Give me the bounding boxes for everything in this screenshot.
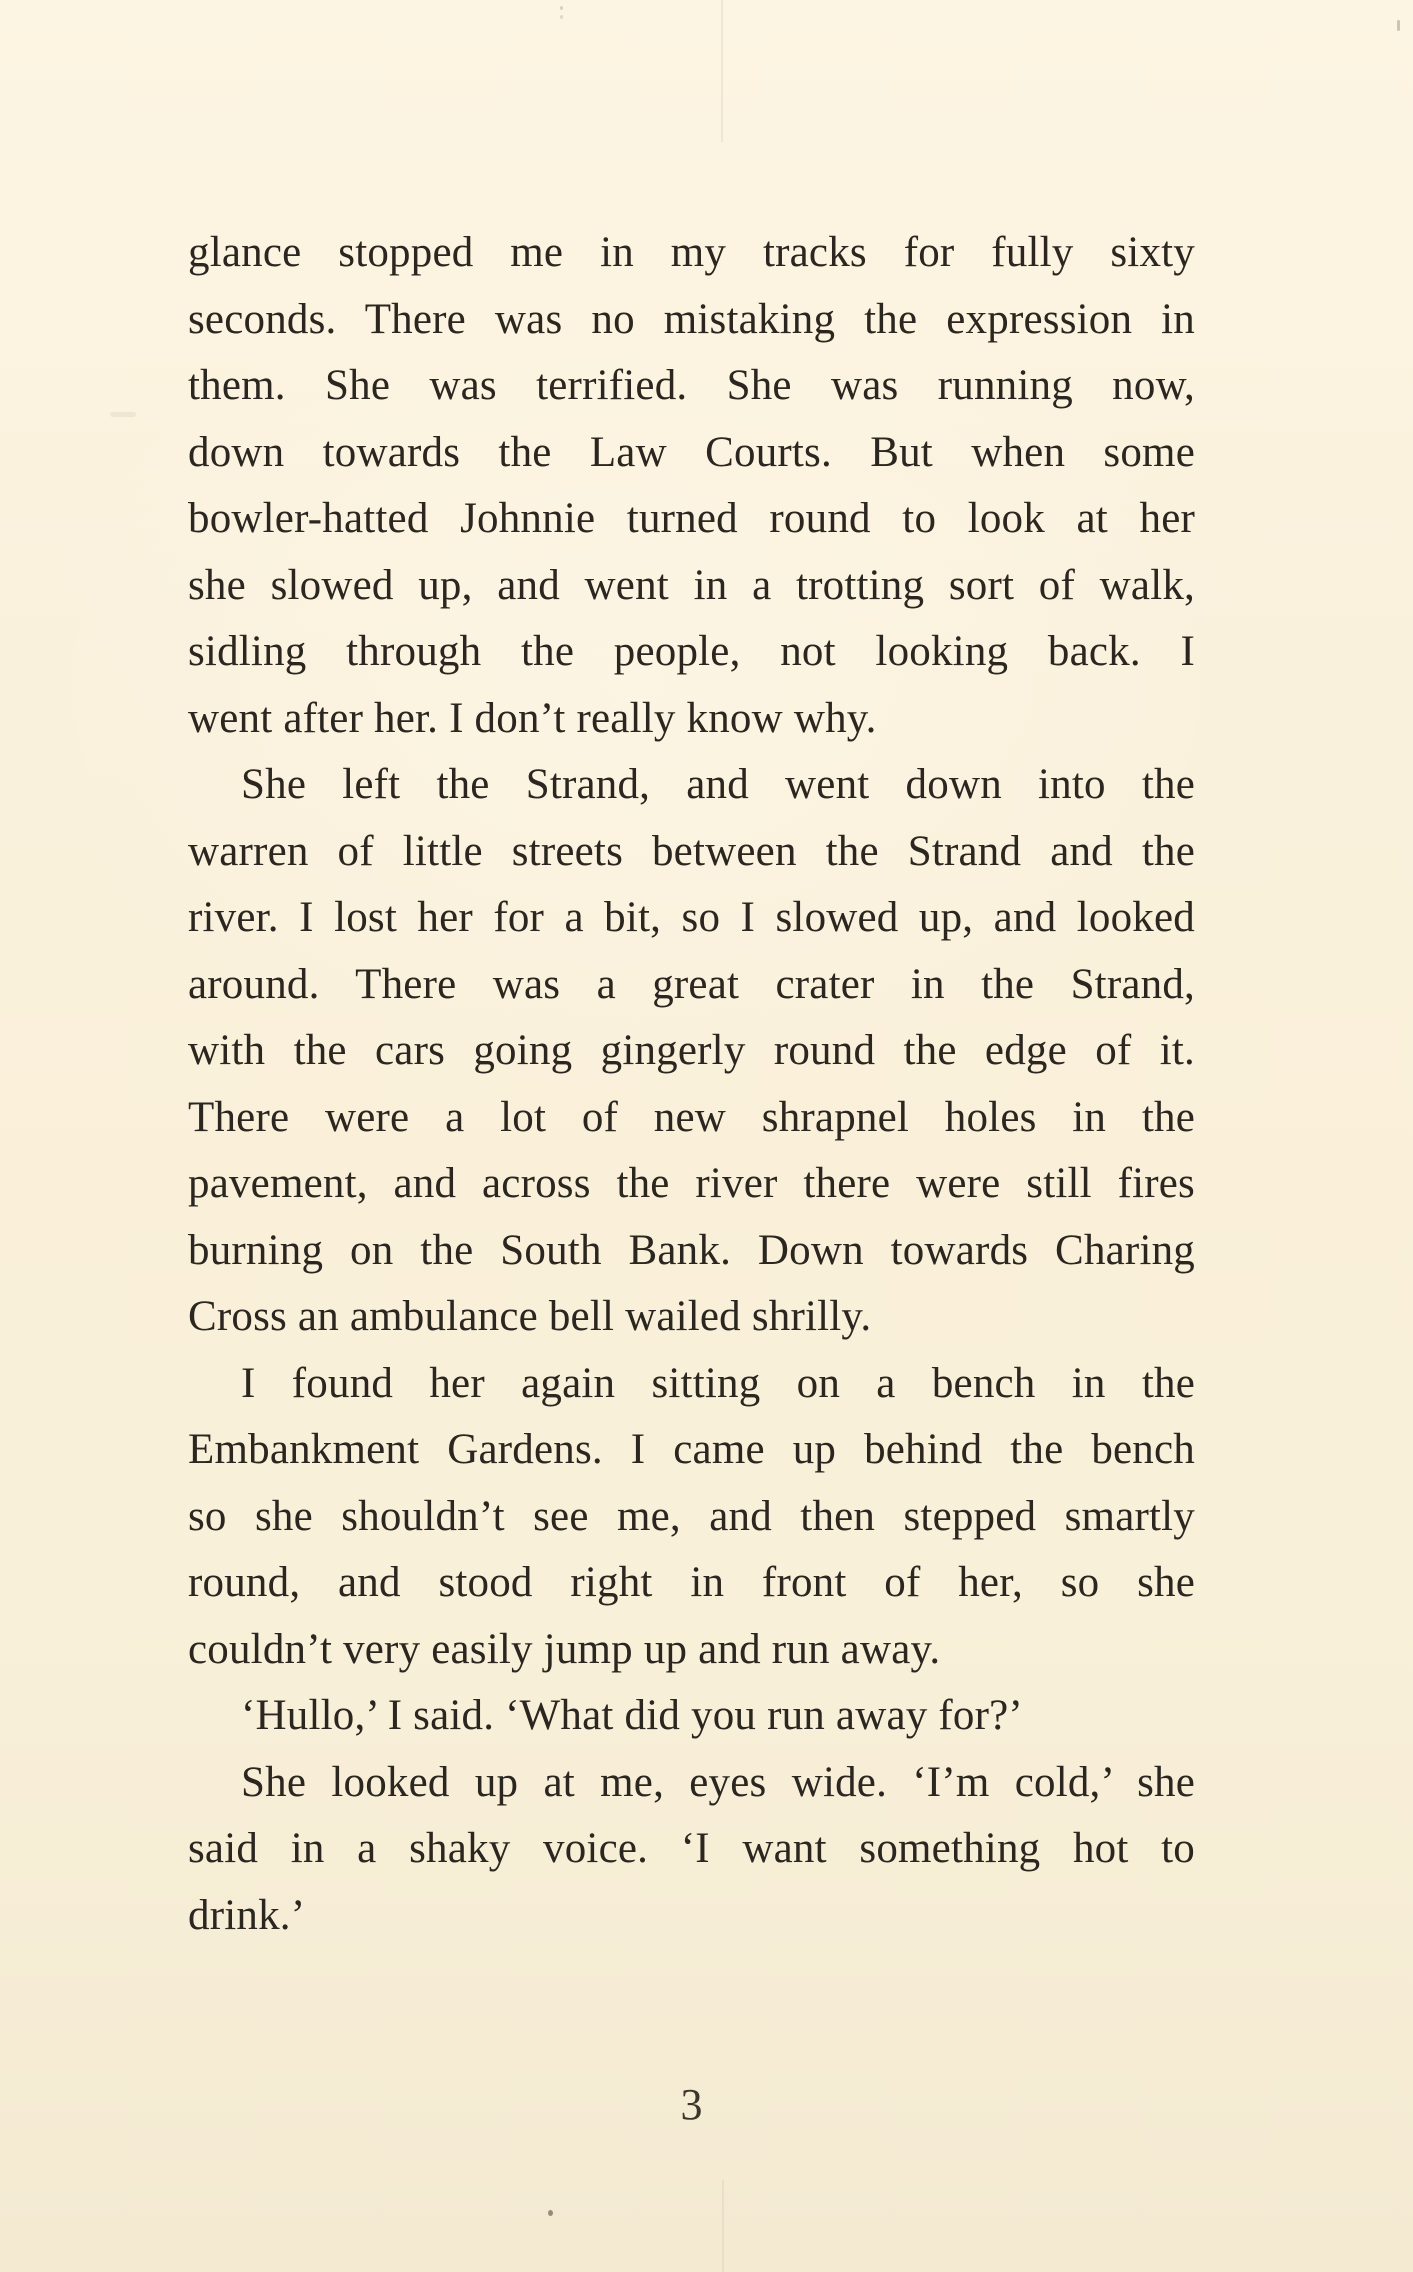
text-line: so she shouldn’t see me, and then stepped smartly	[188, 1492, 1195, 1540]
text-line: with the cars going gingerly round the edge of it.	[188, 1027, 1195, 1074]
text-line: Cross an ambulance bell wailed shrilly.	[188, 1293, 872, 1340]
text-line: I found her again sitting on a bench in the	[241, 1359, 1195, 1407]
text-line: seconds. There was no mistaking the expression in	[188, 295, 1195, 343]
scan-crease-top	[721, 0, 723, 142]
text-line: down towards the Law Courts. But when some	[188, 428, 1195, 476]
text-line: around. There was a great crater in the Strand,	[188, 960, 1195, 1008]
text-line: ‘Hullo,’ I said. ‘What did you run away for?’	[241, 1692, 1023, 1739]
text-line: said in a shaky voice. ‘I want something hot to	[188, 1825, 1195, 1872]
scan-crease-bottom	[722, 2180, 724, 2272]
text-line: burning on the South Bank. Down towards Charing	[188, 1226, 1195, 1274]
text-line: them. She was terrified. She was running now,	[188, 362, 1195, 409]
text-line: glance stopped me in my tracks for fully sixty	[188, 229, 1195, 276]
text-line: She looked up at me, eyes wide. ‘I’m cold,’ she	[241, 1758, 1195, 1806]
text-line: round, and stood right in front of her, so she	[188, 1559, 1195, 1606]
body-text	[188, 220, 1195, 1949]
scan-speck	[548, 2210, 553, 2216]
scan-speck	[1397, 20, 1400, 31]
page-number: 3	[680, 2080, 703, 2129]
text-line: went after her. I don’t really know why.	[188, 694, 877, 742]
text-line: bowler-hatted Johnnie turned round to look at her	[188, 495, 1195, 542]
text-line: She left the Strand, and went down into the	[241, 761, 1195, 808]
text-line: sidling through the people, not looking back. I	[188, 628, 1195, 675]
text-line: There were a lot of new shrapnel holes in the	[188, 1093, 1195, 1141]
text-line: river. I lost her for a bit, so I slowed up, and looked	[188, 894, 1195, 941]
text-line: she slowed up, and went in a trotting sort of walk,	[188, 561, 1195, 609]
text-line: couldn’t very easily jump up and run away.	[188, 1625, 941, 1673]
scan-speck	[560, 6, 563, 10]
text-line: pavement, and across the river there were still fires	[188, 1160, 1195, 1207]
scan-speck	[110, 412, 136, 417]
text-line: Embankment Gardens. I came up behind the bench	[188, 1426, 1195, 1473]
text-line: warren of little streets between the Strand and the	[188, 827, 1195, 875]
text-line: drink.’	[188, 1891, 306, 1939]
